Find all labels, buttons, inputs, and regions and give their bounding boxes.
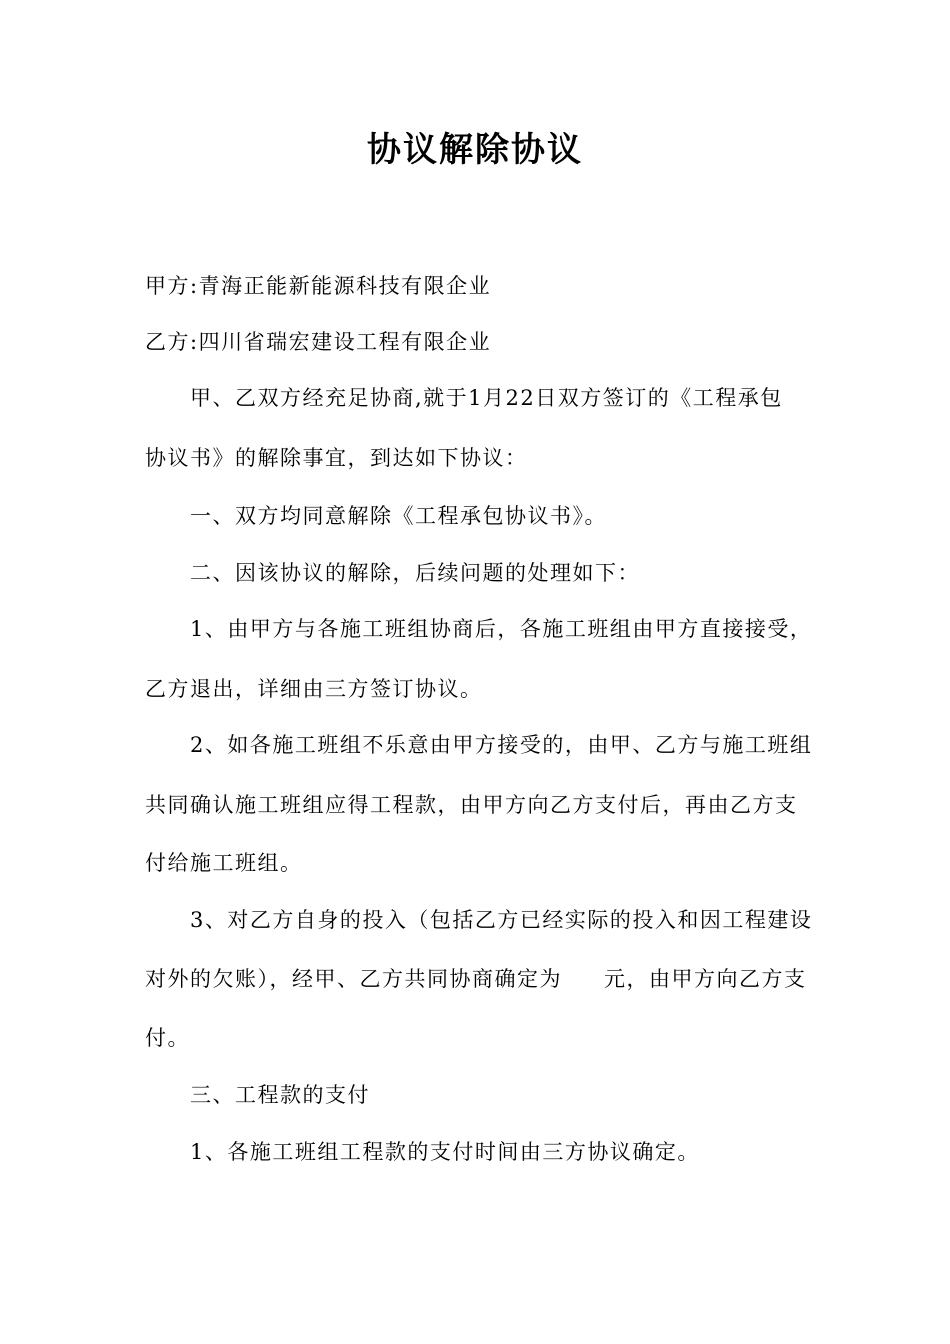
- intro-paragraph-line-2: 协议书》的解除事宜，到达如下协议：: [145, 446, 528, 470]
- item-3-line-1: 3、对乙方自身的投入（包括乙方已经实际的投入和因工程建设: [190, 908, 813, 932]
- item-3-line-2-part-b: 元，由甲方向乙方支: [604, 967, 807, 991]
- document-title: 协议解除协议: [367, 130, 583, 170]
- clause-3-item-1: 1、各施工班组工程款的支付时间由三方协议确定。: [190, 1140, 700, 1164]
- item-3-line-2-part-a: 对外的欠账），经甲、乙方共同协商确定为: [145, 967, 562, 991]
- clause-1: 一、双方均同意解除《工程承包协议书》。: [190, 504, 607, 528]
- item-2-line-3: 付给施工班组。: [145, 851, 303, 875]
- item-3-line-3: 付。: [145, 1026, 190, 1050]
- item-1-line-2: 乙方退出，详细由三方签订协议。: [145, 677, 483, 701]
- clause-3-heading: 三、工程款的支付: [190, 1083, 370, 1107]
- item-2-line-1: 2、如各施工班组不乐意由甲方接受的，由甲、乙方与施工班组: [190, 733, 813, 757]
- intro-paragraph-line-1: 甲、乙双方经充足协商,就于1月22日双方签订的《工程承包: [190, 386, 783, 410]
- item-2-line-2: 共同确认施工班组应得工程款，由甲方向乙方支付后，再由乙方支: [145, 793, 798, 817]
- party-b-line: 乙方:四川省瑞宏建设工程有限企业: [145, 330, 492, 354]
- item-1-line-1: 1、由甲方与各施工班组协商后，各施工班组由甲方直接接受，: [190, 617, 813, 641]
- clause-2: 二、因该协议的解除，后续问题的处理如下：: [190, 561, 640, 585]
- party-a-line: 甲方:青海正能新能源科技有限企业: [145, 274, 492, 298]
- item-3-line-2: [145, 963, 810, 995]
